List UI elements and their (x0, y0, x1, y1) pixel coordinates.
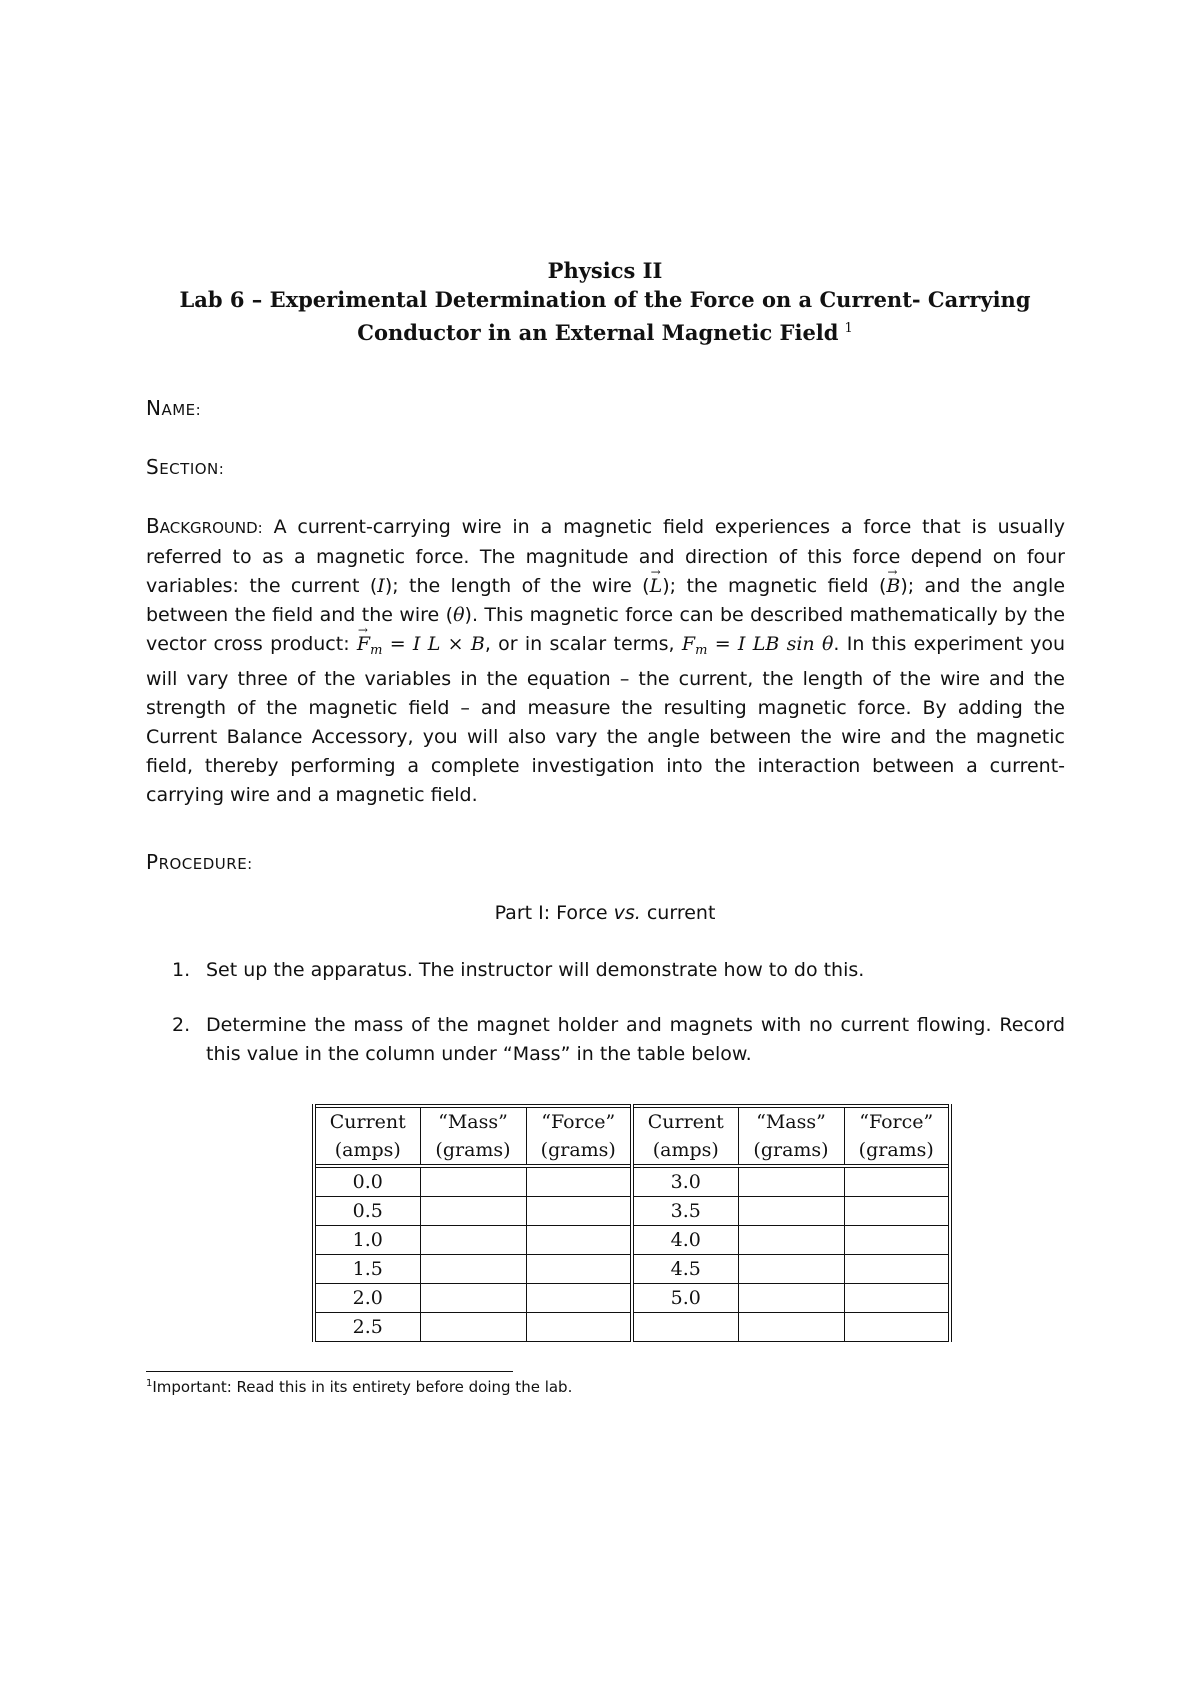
current-cell: 1.0 (314, 1226, 420, 1255)
header-unit: (grams) (858, 1139, 934, 1161)
symbol-force-scalar-subscript: m (695, 643, 708, 658)
mass-cell[interactable] (738, 1284, 844, 1313)
force-cell[interactable] (844, 1255, 950, 1284)
force-cell[interactable] (844, 1226, 950, 1255)
force-cell[interactable] (526, 1313, 632, 1342)
current-cell: 4.0 (632, 1226, 738, 1255)
current-cell (632, 1313, 738, 1342)
background-text-5: ). This magnetic force can be described mathematically by the vector cross product: (146, 604, 1066, 655)
mass-cell[interactable] (420, 1284, 526, 1313)
section-field-label (146, 455, 224, 479)
name-label-rest: AME: (161, 401, 202, 419)
mass-cell[interactable] (738, 1313, 844, 1342)
mass-cell[interactable] (420, 1313, 526, 1342)
name-label-initial: N (146, 396, 162, 420)
header-force-2 (844, 1106, 950, 1166)
background-text-4: ); and the angle between the field and the wire ( (146, 575, 1066, 626)
footnote-divider (146, 1371, 513, 1372)
current-cell: 2.0 (314, 1284, 420, 1313)
background-text-2: ); the length of the wire ( (384, 575, 650, 597)
procedure-label-initial: P (146, 850, 159, 874)
section-label-initial: S (146, 455, 160, 479)
force-cell[interactable] (844, 1166, 950, 1197)
lab-title-line-1: Lab 6 – Experimental Determination of the Force on a Current- Carrying (179, 287, 1031, 312)
table-row (314, 1226, 950, 1255)
header-current-2 (632, 1106, 738, 1166)
procedure-heading (146, 850, 253, 874)
footnote-text: Important: Read this in its entirety before doing the lab. (152, 1378, 573, 1396)
force-cell[interactable] (844, 1197, 950, 1226)
part-title-a: Part I: Force (494, 902, 614, 924)
header-force-1 (526, 1106, 632, 1166)
symbol-field-vector: → B (886, 572, 900, 601)
document-title (146, 256, 1064, 347)
current-cell: 2.5 (314, 1313, 420, 1342)
force-cell[interactable] (844, 1313, 950, 1342)
header-text: Current (647, 1111, 724, 1133)
symbol-length-vector: → L (650, 572, 663, 601)
data-table (312, 1104, 952, 1342)
current-cell: 0.5 (314, 1197, 420, 1226)
mass-cell[interactable] (420, 1197, 526, 1226)
background-label-rest: ACKGROUND: (159, 519, 263, 537)
force-cell[interactable] (844, 1284, 950, 1313)
header-unit: (grams) (435, 1139, 511, 1161)
symbol-force-scalar: F (681, 633, 696, 655)
current-cell: 1.5 (314, 1255, 420, 1284)
mass-cell[interactable] (738, 1197, 844, 1226)
table-row (314, 1255, 950, 1284)
mass-cell[interactable] (738, 1166, 844, 1197)
header-unit: (grams) (540, 1139, 616, 1161)
background-text-3: ); the magnetic field ( (662, 575, 887, 597)
mass-cell[interactable] (420, 1226, 526, 1255)
step-text: Determine the mass of the magnet holder and magnets with no current flowing. Record this value in the column under “Mass” in the table below. (206, 1014, 1065, 1065)
section-label-rest: ECTION: (159, 460, 225, 478)
symbol-angle: θ (453, 604, 465, 626)
table-row (314, 1284, 950, 1313)
step-text: Set up the apparatus. The instructor will demonstrate how to do this. (206, 959, 865, 981)
force-cell[interactable] (526, 1284, 632, 1313)
current-cell: 3.0 (632, 1166, 738, 1197)
current-cell: 5.0 (632, 1284, 738, 1313)
lab-title-line-2-text: Conductor in an External Magnetic Field (357, 320, 839, 345)
step-number: 2. (172, 1014, 191, 1036)
header-text: “Mass” (756, 1111, 826, 1133)
background-text-1: A current-carrying wire in a magnetic field experiences a force that is usually referred to as a magnetic force. The magnitude and direction of this force depend on four variables: the current ( (146, 516, 1065, 597)
name-field-label (146, 396, 201, 420)
vector-equation: = I L × B (382, 633, 485, 655)
procedure-step-2 (172, 1011, 1065, 1069)
background-paragraph (146, 512, 1065, 810)
header-mass-2 (738, 1106, 844, 1166)
lab-title-line-2 (146, 314, 1064, 347)
current-cell: 3.5 (632, 1197, 738, 1226)
header-text: “Force” (541, 1111, 616, 1133)
part-title-b: current (640, 902, 716, 924)
table-row (314, 1166, 950, 1197)
symbol-force-vector: → F (357, 630, 370, 659)
footnote-marker: 1 (146, 1378, 153, 1389)
background-text-7: . In this experiment you will vary three of the variables in the equation – the current, the length of the wire and the strength of the magnetic field – and measure the resulting magnetic force. By adding the Current Balance Accessory, you will also vary the angle between the wire and the magnetic field, thereby performing a complete investigation into the interaction between a current-carrying wire and a magnetic field. (146, 633, 1065, 806)
header-text: “Force” (859, 1111, 934, 1133)
table-row (314, 1313, 950, 1342)
force-cell[interactable] (526, 1255, 632, 1284)
header-text: Current (329, 1111, 406, 1133)
procedure-step-1 (172, 956, 1065, 985)
part-1-title (146, 902, 1064, 924)
mass-cell[interactable] (420, 1255, 526, 1284)
mass-cell[interactable] (738, 1255, 844, 1284)
header-unit: (amps) (334, 1139, 401, 1161)
force-cell[interactable] (526, 1197, 632, 1226)
symbol-force-subscript: m (370, 643, 383, 658)
table-row (314, 1197, 950, 1226)
scalar-equation: = I LB sin θ (707, 633, 834, 655)
part-title-vs: vs. (613, 902, 641, 924)
procedure-label-rest: ROCEDURE: (158, 855, 253, 873)
footnote (146, 1378, 572, 1396)
symbol-current: I (377, 575, 385, 597)
header-current-1 (314, 1106, 420, 1166)
step-number: 1. (172, 959, 191, 981)
force-cell[interactable] (526, 1166, 632, 1197)
table-header-row (314, 1106, 950, 1166)
mass-cell[interactable] (738, 1226, 844, 1255)
current-cell: 4.5 (632, 1255, 738, 1284)
course-title: Physics II (547, 258, 663, 283)
header-text: “Mass” (438, 1111, 508, 1133)
force-cell[interactable] (526, 1226, 632, 1255)
background-text-6: , or in scalar terms, (484, 633, 682, 655)
mass-cell[interactable] (420, 1166, 526, 1197)
header-unit: (amps) (652, 1139, 719, 1161)
background-label-initial: B (146, 514, 160, 538)
header-mass-1 (420, 1106, 526, 1166)
current-cell: 0.0 (314, 1166, 420, 1197)
header-unit: (grams) (753, 1139, 829, 1161)
footnote-reference[interactable]: 1 (844, 321, 853, 336)
